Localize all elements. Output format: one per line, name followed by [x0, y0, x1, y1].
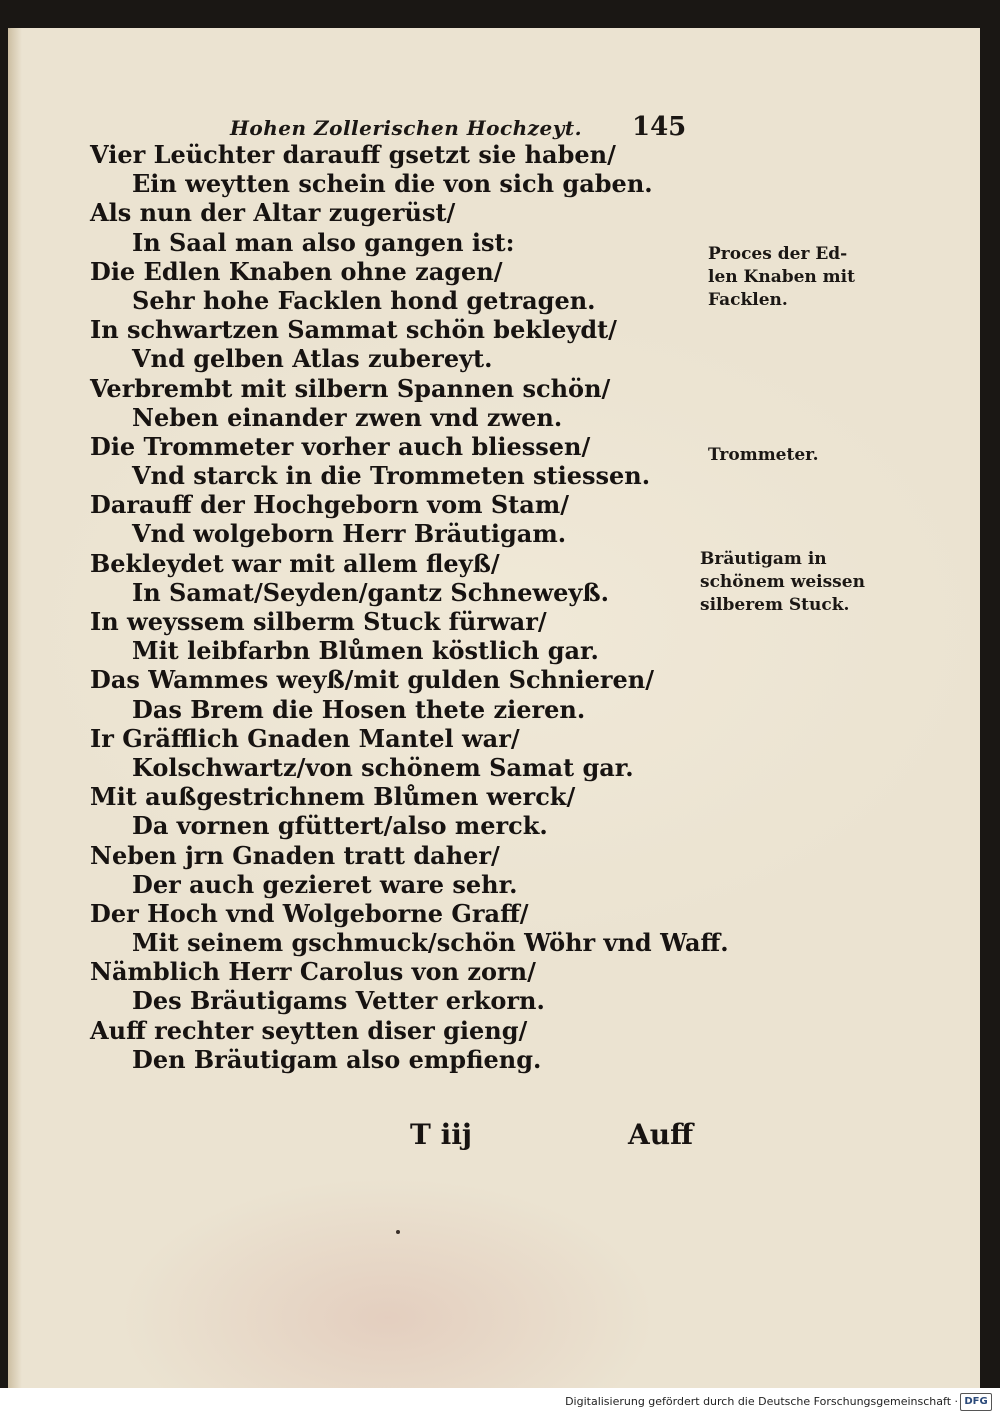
marginal-note-proces	[708, 243, 855, 312]
verse-line: Ein weytten schein die von sich gaben.	[132, 169, 653, 199]
verse-line: Ir Gräfflich Gnaden Mantel war/	[90, 723, 520, 753]
marginal-line: len Knaben mit	[708, 267, 855, 287]
verse-line: In Saal man also gangen ist:	[132, 227, 515, 257]
marginal-line: Trommeter.	[708, 445, 819, 465]
verse-block	[90, 140, 729, 1074]
ink-speck	[396, 1230, 400, 1234]
marginal-line: Bräutigam in	[700, 549, 827, 569]
verse-line: Verbrembt mit silbern Spannen schön/	[90, 373, 611, 403]
marginal-line: schönem weissen	[700, 572, 865, 592]
verse-line: Da vornen gfüttert/also merck.	[132, 811, 548, 841]
verse-line: Auff rechter seytten diser gieng/	[90, 1015, 528, 1045]
verse-line: Vnd gelben Atlas zubereyt.	[132, 344, 493, 374]
page-gutter-shadow	[8, 28, 22, 1388]
marginal-line: Proces der Ed-	[708, 244, 848, 264]
verse-line: Kolschwartz/von schönem Samat gar.	[132, 752, 634, 782]
verse-line: Der auch gezieret ware sehr.	[132, 869, 518, 899]
verse-line: Als nun der Altar zugerüst/	[90, 198, 456, 228]
credit-text: Digitalisierung gefördert durch die Deutsche Forschungsgemeinschaft ·	[565, 1395, 958, 1408]
verse-line: Vnd starck in die Trommeten stiessen.	[132, 461, 651, 491]
catchword: Auff	[628, 1118, 694, 1151]
page-number: 145	[632, 112, 687, 142]
verse-line: Der Hoch vnd Wolgeborne Graff/	[90, 898, 529, 928]
verse-line: Sehr hohe Facklen hond getragen.	[132, 285, 596, 315]
verse-line: Die Trommeter vorher auch bliessen/	[90, 431, 591, 461]
verse-line: Bekleydet war mit allem fleyß/	[90, 548, 500, 578]
verse-line: In weyssem silberm Stuck fürwar/	[90, 607, 547, 636]
signature-mark: T iij	[410, 1118, 472, 1151]
verse-line: Nämblich Herr Carolus von zorn/	[90, 957, 536, 987]
marginal-line: silberem Stuck.	[700, 595, 850, 615]
verse-line: Mit leibfarbn Blůmen köstlich gar.	[132, 636, 599, 666]
verse-line: Darauff der Hochgeborn vom Stam/	[90, 490, 569, 520]
verse-line: Mit seinem gschmuck/schön Wöhr vnd Waff.	[132, 928, 729, 958]
verse-line: Des Bräutigams Vetter erkorn.	[132, 986, 545, 1016]
marginal-line: Facklen.	[708, 290, 788, 310]
dfg-logo: DFG	[960, 1393, 992, 1411]
verse-line: Das Brem die Hosen thete zieren.	[132, 694, 586, 724]
verse-line: Den Bräutigam also empfieng.	[132, 1044, 542, 1074]
verse-line: Neben jrn Gnaden tratt daher/	[90, 840, 500, 870]
verse-line: Mit außgestrichnem Blůmen werck/	[90, 782, 576, 812]
verse-line: Die Edlen Knaben ohne zagen/	[90, 256, 503, 286]
running-title: Hohen Zollerischen Hochzeyt.	[230, 116, 583, 140]
page-footer	[400, 1118, 700, 1158]
marginal-note-trommeter	[708, 444, 818, 467]
verse-line: In Samat/Seyden/gantz Schneweyß.	[132, 577, 609, 607]
marginal-note-braeutigam	[700, 548, 865, 617]
verse-line: Vier Leüchter darauff gsetzt sie haben/	[90, 140, 616, 169]
verse-line: Neben einander zwen vnd zwen.	[132, 402, 563, 432]
credit-bar	[0, 1388, 1000, 1416]
verse-line: Vnd wolgeborn Herr Bräutigam.	[132, 519, 567, 549]
verse-line: In schwartzen Sammat schön bekleydt/	[90, 315, 617, 345]
verse-line: Das Wammes weyß/mit gulden Schnieren/	[90, 665, 654, 695]
